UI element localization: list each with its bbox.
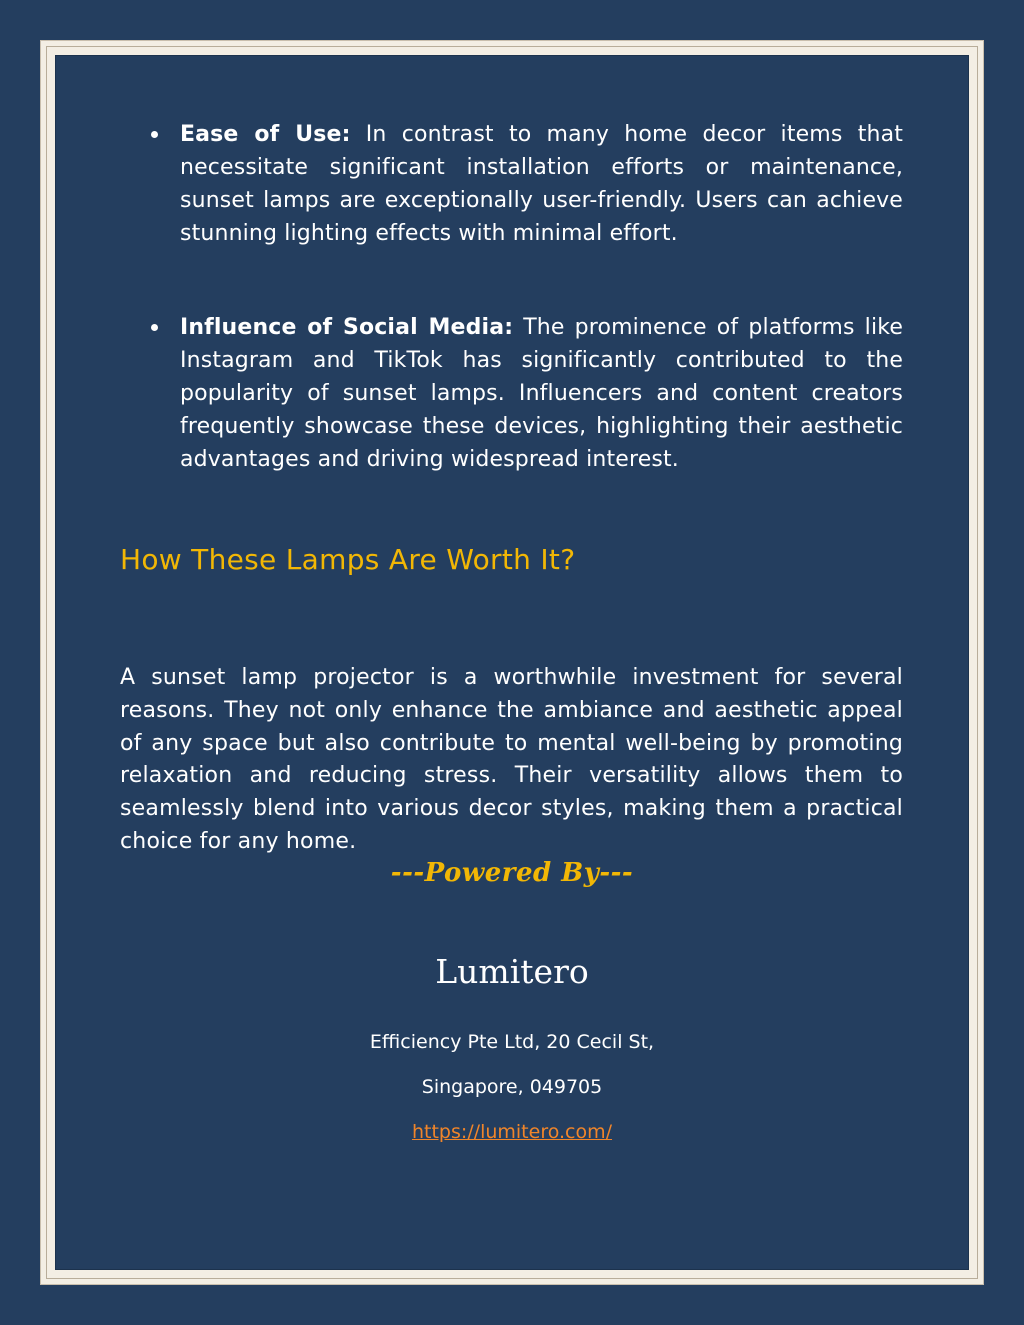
address-line-2: Singapore, 049705 [421,1076,603,1098]
bullet-dot-icon [151,131,158,138]
section-paragraph: A sunset lamp projector is a worthwhile investment for several reasons. They not only enhance the ambiance and aesthetic appeal of any space but also contribute to mental well-being by promoting relaxation and reducing stress. Their versatility allows them to seamlessly blend into various decor styles, making them a practical choice for any home. [120,665,903,854]
brand-name: Lumitero [435,952,589,991]
bullet-label: Influence of Social Media: [180,315,514,340]
bullet-text: In contrast to many home decor items that necessitate significant installation efforts or maintenance, sunset lamps are exceptionally user-friendly. Users can achieve stunning lighting effects with minimal effort. [180,122,903,246]
address-line-1: Efficiency Pte Ltd, 20 Cecil St, [369,1031,655,1053]
section-heading: How These Lamps Are Worth It? [120,543,576,576]
bullet-item-social-media [120,311,903,476]
main-content [120,118,903,881]
bullet-item-ease-of-use [120,118,903,250]
bullet-text: The prominence of platforms like Instagram and TikTok has significantly contributed to the popularity of sunset lamps. Influencers and content creators frequently showcase these devices, highlighting their aesthetic advantages and driving widespread interest. [180,315,904,472]
bullet-dot-icon [151,324,158,331]
website-link[interactable]: https://lumitero.com/ [411,1121,613,1143]
bullet-label: Ease of Use: [180,122,351,147]
website-link-container [0,1121,1024,1143]
powered-by-label: ---Powered By--- [390,858,634,888]
